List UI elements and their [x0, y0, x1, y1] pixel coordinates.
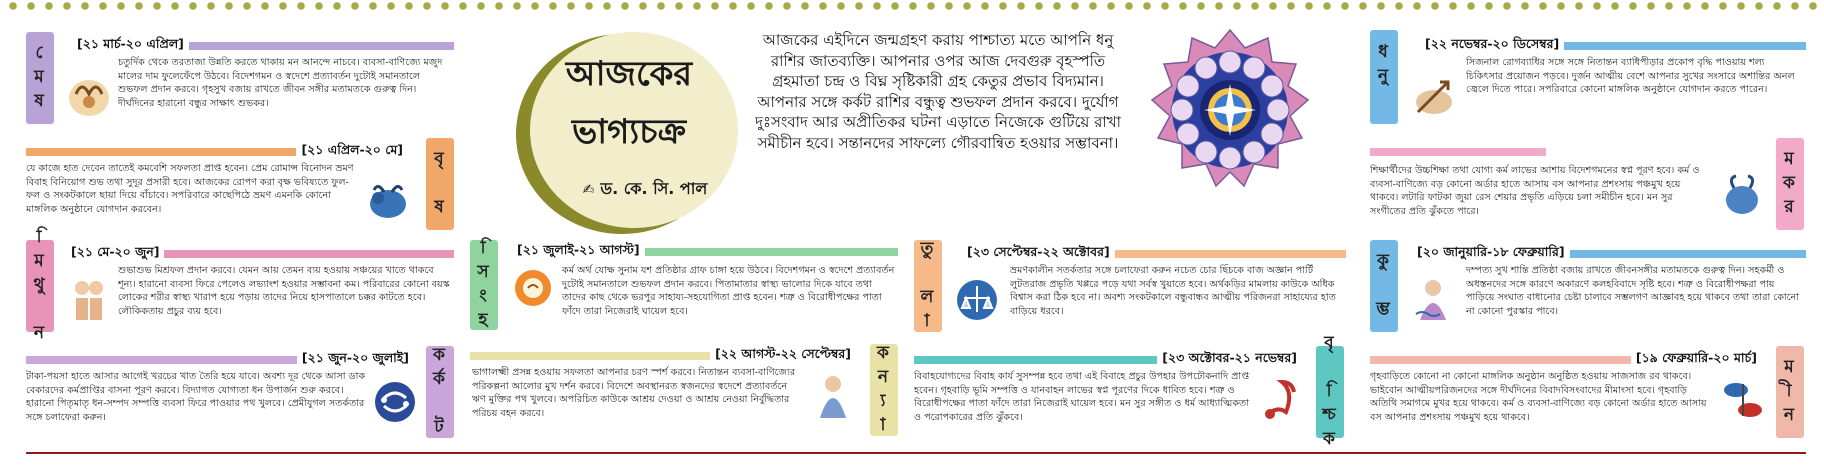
author-byline [560, 176, 730, 203]
pisces-icon [1720, 374, 1766, 426]
date-bar [1570, 250, 1806, 258]
sign-name-meen: মীন [1776, 346, 1804, 438]
title-line-1: আজকের [565, 54, 693, 94]
date-meen: [১৯ ফেব্রুয়ারি-২০ মার্চ] [1635, 350, 1757, 365]
card-brish [26, 138, 454, 238]
aquarius-icon [1410, 274, 1456, 326]
date-bar [26, 356, 297, 364]
dotted-border [0, 0, 1824, 12]
gemini-icon [66, 274, 112, 326]
sign-name-kumbha: কুম্ভ [1370, 240, 1398, 332]
sign-name-brish: বৃষ [426, 138, 454, 230]
date-bar [645, 248, 898, 256]
sign-name-makar: মকর [1776, 138, 1804, 230]
taurus-icon [364, 174, 410, 226]
date-row-kumbha [1412, 244, 1806, 264]
date-row-karkat [26, 350, 414, 370]
title-line-2: ভাগ্যচক্র [571, 112, 687, 152]
leo-icon [510, 266, 556, 318]
date-bar [470, 352, 710, 360]
date-brish: [২১ এপ্রিল-২০ মে] [301, 142, 403, 157]
date-mesh: [২১ মার্চ-২০ এপ্রিল] [77, 36, 184, 51]
date-row-kanya [470, 346, 856, 366]
date-bar [164, 250, 454, 258]
date-row-tula [962, 244, 1346, 264]
prediction-kanya: ভাগালক্ষ্মী প্রসন্ন হওয়ায় সফলতা আপনার চরণ স্পর্শ করবে। নিতান্তন ব্যবসা-বাণিজ্যের পরিকল্পনা আলোর মুখ দর্শন করবে। বিদেশে অবস্থানরত স্বজনদের স্বদেশে প্রত্যাবর্তনে ঋণ মুক্তির পথ খুলবে। অপরিচিত কাউকে আশ্রয় দেওয়া ও আশ্রয় নেওয়া নির্বুদ্ধিতার পরিচয় বহন করবে। [472, 367, 796, 419]
sign-name-mesh: মেষ [26, 32, 54, 124]
date-bar [1370, 356, 1631, 364]
pen-icon: ✍ [582, 182, 595, 198]
prediction-singha: কর্ম অর্থ যোক্ষ সুনাম যশ প্রতিষ্ঠার গ্রাফ চাঙ্গা হয়ে উঠবে। বিদেশগমন ও স্বদেশে প্রত্যাবর্তন দুটোই সমানতালে শুভফল প্রদান করবে। পিতামাতার স্বাস্থ্য ভালোর দিকে যাবে তথা তাদের কাছ থেকে ভরপুর সাহায্য-সহযোগিতা প্রাপ্ত হবেন। শত্রু ও বিরোধীপক্ষের পাতা ফাঁদে তারা নিজেরাই ঘায়েল হবে। [562, 265, 895, 317]
date-row-brish [26, 142, 408, 162]
prediction-brishchik: বিবাহযোগ্যদের বিবাহ কার্য সুসম্পন্ন হবে তথা এই বিবাহে প্রচুর উপহার উপঢৌকনাদি প্রাপ্ত হবেন। গৃহবাড়ি ভূমি সম্পত্তি ও যানবাহন লাভের স্বপ্ন পূরণের দিকে ধাবিত হবে। শত্রু ও বিরোধীপক্ষের পাতা ফাঁদে তারা নিজেরাই ঘায়েল হবে। মন সুর সঙ্গীত ও ধর্ম আধ্যাত্মিকতা ও পরোপকারের প্রতি ঝুঁকবে। [914, 371, 1250, 423]
sign-name-karkat: কর্কট [426, 346, 454, 438]
date-row-mesh [72, 36, 454, 56]
date-bar [1115, 250, 1346, 258]
birthday-prediction: আজকের এইদিনে জন্মগ্রহণ করায় পাশ্চাত্য মতে আপনি ধনু রাশির জাতব্যক্তি। আপনার ওপর আজ দেবগুরু বৃহস্পতি গ্রহমাতা চন্দ্র ও বিঘ্ন সৃষ্টিকারী গ্রহ কেতুর প্রভাব বিদ্যমান। আপনার সঙ্গে কর্কট রাশির বন্ধুত্ব শুভফল প্রদান করবে। দুর্যোগ দুঃসংবাদ আর অপ্রীতিকর ঘটনা এড়াতে নিজেকে গুটিয়ে রাখা সমীচীন হবে। সন্তানদের সাফল্যে গৌরবান্বিত হওয়ার সম্ভাবনা। [755, 31, 1121, 152]
card-makar [1370, 138, 1806, 238]
virgo-icon [810, 370, 856, 422]
aries-icon [66, 72, 112, 124]
date-row-mithun [66, 244, 454, 264]
sign-name-brishchik: বৃশ্চিক [1316, 346, 1344, 438]
date-kumbha: [২০ জানুয়ারি-১৮ ফেব্রুয়ারি] [1417, 244, 1565, 259]
card-kanya [470, 344, 900, 444]
prediction-mithun: শুভাশুভ মিশ্রফল প্রদান করবে। যেমন আয় তেমন ব্যয় হওয়ায় সঞ্চয়ের খাতে থাকবে শূন্য। হারানো ব্যবসা ফিরে পেলেও লভ্যাংশ হওয়ার সম্ভাবনা কম। পরিবারের কোনো বয়স্ক লোকের শরীর স্বাস্থ্য খারাপ হয়ে পড়ায় তাদের নিয়ে হাসপাতালে চক্কর কাটতে হবে। লৌকিকতায় প্রচুর ব্যয় হবে। [118, 265, 450, 317]
prediction-mesh: চতুর্দিক থেকে তরতাজা উন্নতি করতে থাকায় মন আনন্দে নাচবে। ব্যবসা-বাণিজ্যে মজুদ মালের দাম ফুলেফেঁপে উঠবে। বিদেশগমন ও স্বদেশে প্রত্যাবর্তন দুটোই সমানতালে শুভফল প্রদান করবে। গৃহসুখ বজায় রাখতে জীবন সঙ্গীর মতামতকে গুরুত্ব দিন। দীর্ঘদিনের হারানো বন্ধুর সাক্ষাৎ শুভকর। [118, 57, 443, 109]
sign-name-mithun: মিথুন [26, 240, 54, 332]
date-bar [914, 356, 1157, 364]
author-name: ড. কে. সি. পাল [600, 179, 708, 198]
card-mithun [26, 226, 454, 346]
date-kanya: [২২ আগস্ট-২২ সেপ্টেম্বর] [715, 346, 851, 361]
card-kumbha [1370, 240, 1806, 340]
card-karkat [26, 346, 454, 446]
sign-name-singha: সিংহ [470, 240, 498, 330]
date-row-makar [1370, 148, 1546, 156]
prediction-kumbha: দম্পত্য সুখ শান্তি প্রতিষ্ঠা বজায় রাখতে জীবনসঙ্গীর মতামতকে গুরুত্ব দিন। সহকর্মী ও অধস্তনদের সঙ্গে কারণে অকারণে কলহবিবাদে সৃষ্টি হবে। শত্রু ও বিরোধীপক্ষরা পায় পাড়িয়ে সংঘাত বাধানোর চেষ্টা চালাবে সম্ভলগণ আজ্ঞাবহ হয়ে থাকবে তথা তারা কোনো না কোনো পুরস্কার পাবে। [1466, 265, 1800, 317]
card-singha [470, 237, 900, 340]
capricorn-icon [1720, 172, 1766, 224]
date-bar [1370, 148, 1546, 156]
prediction-tula: ভ্রমণকালীন সতর্কতার সঙ্গে চলাফেরা করুন নচেত চোর ছিঁচকে বাজ অজ্ঞান পার্টি লুটতরাজ প্রভৃতি খপ্পরে পড়ে যথা সর্বস্ব খুয়াতে হবে। অর্থকড়ির মামলায় কাউকে অধিক বিশ্বাস করা ঠিক হবে না। অবশ্য সংকটকালে বন্ধুবান্ধব আত্মীয় পরিজনরা সাহায্যের হাত বাড়িয়ে ধরবে। [1010, 265, 1336, 317]
bottom-rule [26, 452, 1806, 454]
date-bar [189, 42, 454, 50]
date-brishchik: [২৩ অক্টোবর-২১ নভেম্বর] [1162, 350, 1297, 365]
cancer-icon [372, 378, 418, 430]
date-bar [26, 148, 296, 156]
sign-name-kanya: কন্যা [870, 344, 898, 436]
card-mesh [26, 32, 454, 132]
date-row-singha [512, 242, 898, 262]
date-row-brishchik [914, 350, 1302, 370]
date-karkat: [২১ জুন-২০ জুলাই] [301, 350, 409, 365]
card-tula [914, 240, 1346, 340]
date-bar [1564, 42, 1806, 50]
sign-name-tula: তুলা [914, 240, 942, 332]
scorpio-icon [1260, 374, 1306, 426]
sagittarius-icon [1410, 72, 1456, 124]
card-brishchik [914, 332, 1346, 452]
libra-icon [954, 276, 1000, 328]
prediction-makar: শিক্ষার্থীদের উচ্চশিক্ষা তথা যোগ্য কর্ম লাভের আশায় বিদেশগমনের স্বপ্ন পূরণ হবে। কর্ম ও ব্যবসা-বাণিজ্যে বড় কোনো অর্ডার হাতে আসায় বস আপনার প্রশংসায় পঞ্চমুখ হয়ে থাকবে। লটারি ফাটকা জুয়া রেস শেয়ার প্রভৃতি এড়িয়ে চলা সমীচীন হবে। মন সুর সংগীতের প্রতি ঝুঁকতে পারে। [1370, 165, 1700, 217]
card-meen [1370, 346, 1806, 446]
prediction-brish: যে কাজে হাত দেবেন তাতেই কমবেশি সফলতা প্রাপ্ত হবেন। প্রেম রোমান্স বিনোদন ভ্রমণ বিবাহ বিনিয়োগ শুভ তথা সুদূর প্রসারী হবে। আজকের রোপণ করা বৃক্ষ ভবিষ্যতে ফুল-ফল ও সংকটকালে ছায়া দিয়ে বাঁচাবে। সপরিবারে কাছেপিঠে ভ্রমণ এমনকি কোনো মাঙ্গলিক অনুষ্ঠানে যোগদান করবেন। [26, 163, 354, 215]
zodiac-wheel-icon [1150, 28, 1310, 198]
date-dhanu: [২২ নভেম্বর-২০ ডিসেম্বর] [1425, 36, 1560, 51]
title-badge [510, 28, 740, 236]
sign-name-dhanu: ধনু [1370, 30, 1398, 124]
date-row-dhanu [1420, 36, 1806, 56]
card-dhanu [1370, 30, 1806, 130]
date-mithun: [২১ মে-২০ জুন] [71, 244, 160, 259]
prediction-meen: গৃহবাড়িতে কোনো না কোনো মাঙ্গলিক অনুষ্ঠান অনুষ্ঠিত হওয়ায় সাজসাজ রব থাকবে। ভাইবোন আত্মীয়পরিজনদের সঙ্গে দীর্ঘদিনের বিবাদবিসংবাদের মীমাংসা হবে। গৃহবাড়ি অতিথি সমাগমে মুখর হয়ে থাকবে। কর্ম ও ব্যবসা-বাণিজ্যে বড় কোনো অর্ডার হাতে আসায় বস আপনার প্রশংসায় পঞ্চমুখ হয়ে থাকবে। [1370, 371, 1707, 423]
date-singha: [২১ জুলাই-২১ আগস্ট] [517, 242, 640, 257]
prediction-karkat: টাকা-পয়সা হাতে আসার আগেই খরচের খাত তৈরি হয়ে যাবে। অবশ্য দূর থেকে আসা ডাক বেকারদের কর্মপ্রাপ্তির বাসনা পূরণ করবে। বিদ্যাগত যোগ্যতা ধন উপার্জন শুরু করবে। হারানো পিতৃমাতৃ ধন-সম্পদ সম্পত্তি ব্যবসা ফিরে পাওয়ার পথ খুলবে। প্রেমীযুগল সতর্কতার সঙ্গে চলাফেরা করুন। [26, 371, 366, 423]
date-tula: [২৩ সেপ্টেম্বর-২২ অক্টোবর] [967, 244, 1110, 259]
date-row-meen [1370, 350, 1762, 370]
prediction-dhanu: সিজনাল রোগব্যাধির সঙ্গে সঙ্গে নিতান্তন ব্যাধিপীড়ার প্রকোপ বৃদ্ধি পাওয়ায় শল্য চিকিৎসার প্রয়োজন পড়বে। দুর্জন আত্মীয় বেশে আপনার সুখের সংসারে অশান্তির অনল জ্বেলে দিতে পারে। সপরিবারে কোনো মাঙ্গলিক অনুষ্ঠানে যোগদান করতে পারেন। [1466, 57, 1795, 95]
